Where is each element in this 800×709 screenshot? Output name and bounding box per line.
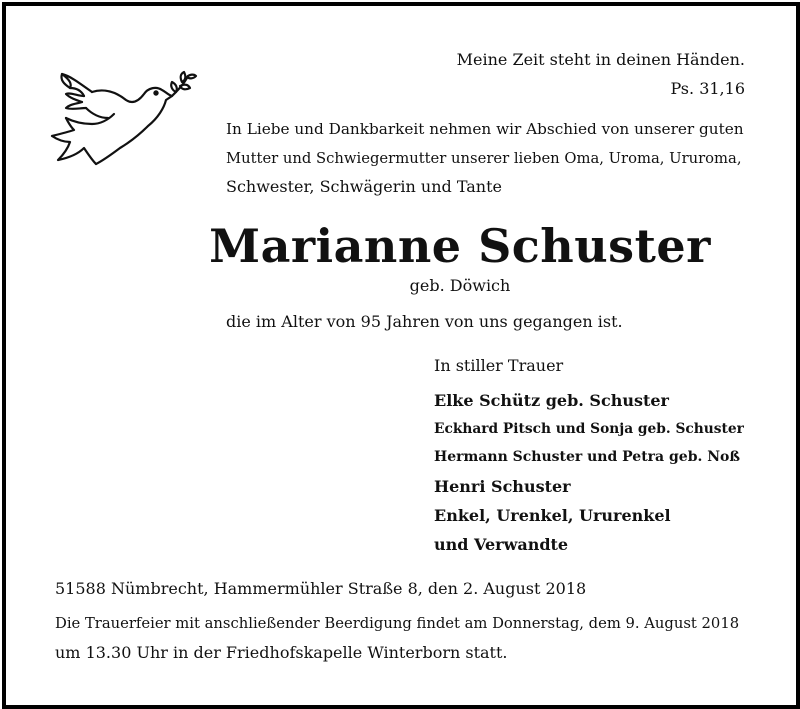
address-line: 51588 Nümbrecht, Hammermühler Straße 8, den 2. August 2018 xyxy=(55,579,587,598)
service-line-2: um 13.30 Uhr in der Friedhofskapelle Winterborn statt. xyxy=(55,643,508,662)
mourner-name: Enkel, Urenkel, Ururenkel xyxy=(434,506,671,525)
intro-line-1: In Liebe und Dankbarkeit nehmen wir Abschied von unserer guten xyxy=(226,120,744,138)
mourner-name: Eckhard Pitsch und Sonja geb. Schuster xyxy=(434,421,744,437)
verse-text: Meine Zeit steht in deinen Händen. xyxy=(456,50,745,69)
mourners-heading: In stiller Trauer xyxy=(434,356,564,375)
mourner-name: Henri Schuster xyxy=(434,477,571,496)
mourner-name: Elke Schütz geb. Schuster xyxy=(434,391,669,410)
intro-line-3: Schwester, Schwägerin und Tante xyxy=(226,177,502,196)
service-line-1: Die Trauerfeier mit anschließender Beerdigung findet am Donnerstag, dem 9. August 2018 xyxy=(55,615,740,632)
dove-icon xyxy=(48,62,208,177)
age-line: die im Alter von 95 Jahren von uns gegangen ist. xyxy=(226,312,623,331)
mourner-name: und Verwandte xyxy=(434,535,569,554)
deceased-name: Marianne Schuster xyxy=(209,219,711,273)
intro-line-2: Mutter und Schwiegermutter unserer lieben Oma, Uroma, Ururoma, xyxy=(226,150,742,167)
birth-name: geb. Döwich xyxy=(409,276,511,295)
verse-reference: Ps. 31,16 xyxy=(670,79,745,98)
mourner-name: Hermann Schuster und Petra geb. Noß xyxy=(434,449,740,465)
